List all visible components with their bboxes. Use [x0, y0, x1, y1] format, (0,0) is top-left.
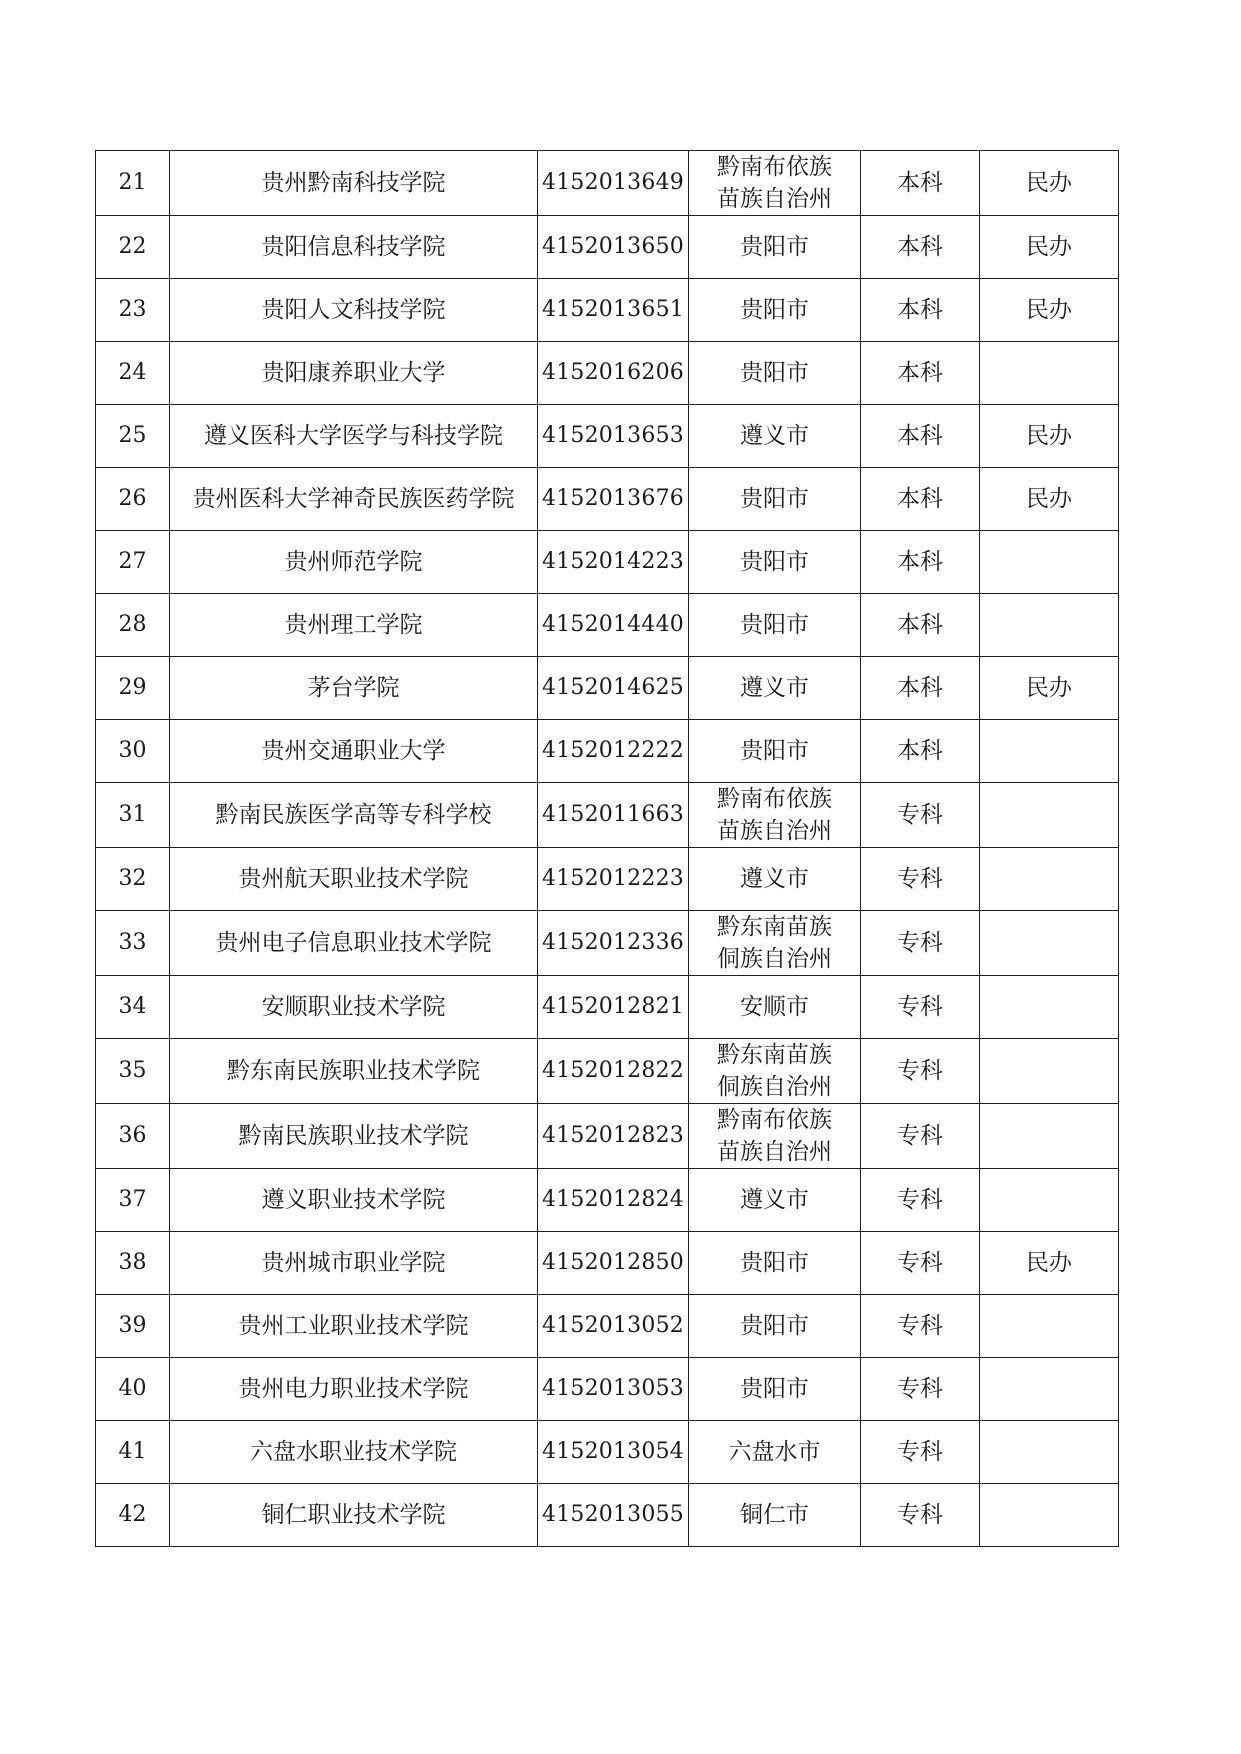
location-cell [689, 1484, 861, 1547]
institution-name: 贵州师范学院 [284, 549, 423, 575]
institution-name-cell [170, 405, 538, 468]
table-row [96, 151, 1119, 216]
institution-name: 贵阳康养职业大学 [261, 360, 446, 386]
remark-cell [980, 1169, 1119, 1232]
institution-name: 遵义医科大学医学与科技学院 [204, 423, 503, 449]
education-level-cell [861, 976, 980, 1039]
row-number-cell [96, 1484, 170, 1547]
institution-code: 4152012223 [542, 866, 684, 891]
education-level-cell [861, 1421, 980, 1484]
row-number: 26 [118, 486, 147, 511]
table-row [96, 531, 1119, 594]
institution-name-cell [170, 657, 538, 720]
row-number-cell [96, 848, 170, 911]
institution-name: 黔南民族医学高等专科学校 [215, 802, 492, 828]
location-cell [689, 1421, 861, 1484]
row-number-cell [96, 531, 170, 594]
remark: 民办 [1026, 1250, 1072, 1276]
row-number: 39 [118, 1313, 147, 1338]
education-level: 专科 [897, 1123, 943, 1149]
row-number-cell [96, 911, 170, 976]
institution-name-cell [170, 151, 538, 216]
table-row [96, 911, 1119, 976]
row-number-cell [96, 976, 170, 1039]
location: 贵阳市 [740, 234, 809, 260]
institution-code-cell [538, 342, 689, 405]
education-level-cell [861, 1039, 980, 1104]
institution-code: 4152013054 [542, 1439, 684, 1464]
institution-name-cell [170, 783, 538, 848]
table-row [96, 848, 1119, 911]
location-cell [689, 976, 861, 1039]
table-row [96, 468, 1119, 531]
location: 六盘水市 [728, 1439, 821, 1465]
row-number-cell [96, 468, 170, 531]
remark-cell [980, 216, 1119, 279]
remark-cell [980, 657, 1119, 720]
institution-code: 4152013651 [542, 297, 684, 322]
row-number-cell [96, 594, 170, 657]
table-row [96, 783, 1119, 848]
education-level-cell [861, 1484, 980, 1547]
education-level-cell [861, 783, 980, 848]
location-cell [689, 1295, 861, 1358]
remark-cell [980, 468, 1119, 531]
institution-code: 4152012821 [542, 994, 684, 1019]
remark-cell [980, 783, 1119, 848]
row-number-cell [96, 657, 170, 720]
remark-cell [980, 279, 1119, 342]
institution-name: 六盘水职业技术学院 [250, 1439, 457, 1465]
institution-name-cell [170, 720, 538, 783]
row-number: 36 [118, 1123, 147, 1148]
row-number-cell [96, 1295, 170, 1358]
education-level-cell [861, 1104, 980, 1169]
education-level: 本科 [897, 234, 943, 260]
institution-name-cell [170, 594, 538, 657]
institution-name-cell [170, 342, 538, 405]
row-number: 38 [118, 1250, 147, 1275]
institution-code-cell [538, 720, 689, 783]
row-number-cell [96, 1358, 170, 1421]
table-row [96, 1358, 1119, 1421]
institution-code: 4152013055 [542, 1502, 684, 1527]
location: 贵阳市 [740, 297, 809, 323]
institution-code: 4152014625 [542, 675, 684, 700]
education-level-cell [861, 1232, 980, 1295]
row-number-cell [96, 1104, 170, 1169]
education-level: 本科 [897, 549, 943, 575]
remark-cell [980, 848, 1119, 911]
institution-name-cell [170, 531, 538, 594]
institution-code: 4152016206 [542, 360, 684, 385]
remark-cell [980, 976, 1119, 1039]
location-cell [689, 911, 861, 976]
remark-cell [980, 151, 1119, 216]
row-number: 37 [118, 1187, 147, 1212]
location-cell [689, 531, 861, 594]
institution-name-cell [170, 1358, 538, 1421]
education-level: 专科 [897, 1187, 943, 1213]
location-cell [689, 151, 861, 216]
location-cell [689, 216, 861, 279]
row-number-cell [96, 720, 170, 783]
institution-name-cell [170, 1169, 538, 1232]
remark-cell [980, 405, 1119, 468]
institution-code-cell [538, 1169, 689, 1232]
institution-code-cell [538, 1039, 689, 1104]
education-level: 专科 [897, 802, 943, 828]
institution-code: 4152013649 [542, 170, 684, 195]
institution-name-cell [170, 1232, 538, 1295]
education-level: 本科 [897, 170, 943, 196]
location-cell [689, 783, 861, 848]
institution-name: 遵义职业技术学院 [261, 1187, 446, 1213]
institution-name-cell [170, 1295, 538, 1358]
institution-name-cell [170, 279, 538, 342]
row-number-cell [96, 1169, 170, 1232]
row-number: 40 [118, 1376, 147, 1401]
institution-code-cell [538, 657, 689, 720]
location: 遵义市 [740, 423, 809, 449]
table-row [96, 657, 1119, 720]
remark-cell [980, 1232, 1119, 1295]
institution-name-cell [170, 1421, 538, 1484]
institution-name: 贵州城市职业学院 [261, 1250, 446, 1276]
education-level: 专科 [897, 1058, 943, 1084]
remark-cell [980, 594, 1119, 657]
location: 贵阳市 [740, 738, 809, 764]
remark: 民办 [1026, 423, 1072, 449]
location-cell [689, 279, 861, 342]
institution-code: 4152012822 [542, 1058, 684, 1083]
education-level: 专科 [897, 1313, 943, 1339]
table-row [96, 1169, 1119, 1232]
location-cell [689, 657, 861, 720]
education-level-cell [861, 720, 980, 783]
location: 贵阳市 [740, 1376, 809, 1402]
location: 黔南布依族苗族自治州 [717, 786, 832, 844]
location: 贵阳市 [740, 360, 809, 386]
institution-code-cell [538, 1232, 689, 1295]
table-row [96, 1104, 1119, 1169]
institution-name-cell [170, 848, 538, 911]
education-level-cell [861, 1358, 980, 1421]
institution-name: 贵阳信息科技学院 [261, 234, 446, 260]
table-row [96, 720, 1119, 783]
education-level: 专科 [897, 1376, 943, 1402]
institution-code-cell [538, 531, 689, 594]
location-cell [689, 1358, 861, 1421]
table-row [96, 1421, 1119, 1484]
row-number: 35 [118, 1058, 147, 1083]
location: 遵义市 [740, 866, 809, 892]
institution-name: 贵州航天职业技术学院 [238, 866, 469, 892]
institution-name-cell [170, 911, 538, 976]
location: 铜仁市 [740, 1502, 809, 1528]
remark-cell [980, 531, 1119, 594]
institution-code: 4152012850 [542, 1250, 684, 1275]
table-row [96, 405, 1119, 468]
institution-name-cell [170, 216, 538, 279]
education-level: 本科 [897, 612, 943, 638]
table-row [96, 1039, 1119, 1104]
location: 贵阳市 [740, 549, 809, 575]
institution-code-cell [538, 1421, 689, 1484]
location: 黔南布依族苗族自治州 [717, 1107, 832, 1165]
row-number: 25 [118, 423, 147, 448]
table-row [96, 216, 1119, 279]
institution-code: 4152012336 [542, 930, 684, 955]
education-level-cell [861, 594, 980, 657]
institution-name: 贵州工业职业技术学院 [238, 1313, 469, 1339]
row-number-cell [96, 342, 170, 405]
institution-name-cell [170, 1039, 538, 1104]
remark-cell [980, 1358, 1119, 1421]
institution-code-cell [538, 911, 689, 976]
location-cell [689, 720, 861, 783]
education-level: 本科 [897, 360, 943, 386]
row-number: 34 [118, 994, 147, 1019]
row-number-cell [96, 279, 170, 342]
row-number-cell [96, 151, 170, 216]
row-number-cell [96, 1039, 170, 1104]
remark: 民办 [1026, 170, 1072, 196]
institution-name: 贵州理工学院 [284, 612, 423, 638]
institution-code-cell [538, 848, 689, 911]
education-level: 本科 [897, 423, 943, 449]
education-level-cell [861, 151, 980, 216]
remark: 民办 [1026, 297, 1072, 323]
row-number-cell [96, 1232, 170, 1295]
row-number: 21 [118, 170, 147, 195]
institution-code-cell [538, 1295, 689, 1358]
row-number: 41 [118, 1439, 147, 1464]
row-number-cell [96, 216, 170, 279]
remark-cell [980, 720, 1119, 783]
row-number: 42 [118, 1502, 147, 1527]
location-cell [689, 468, 861, 531]
row-number: 23 [118, 297, 147, 322]
institution-table [95, 150, 1119, 1547]
institution-code: 4152014440 [542, 612, 684, 637]
education-level: 本科 [897, 738, 943, 764]
education-level-cell [861, 342, 980, 405]
table-row [96, 1232, 1119, 1295]
education-level-cell [861, 848, 980, 911]
remark-cell [980, 1295, 1119, 1358]
institution-name-cell [170, 1104, 538, 1169]
table-body [96, 151, 1119, 1547]
location-cell [689, 594, 861, 657]
location: 安顺市 [740, 994, 809, 1020]
row-number: 22 [118, 234, 147, 259]
education-level-cell [861, 1295, 980, 1358]
location-cell [689, 1039, 861, 1104]
institution-code-cell [538, 594, 689, 657]
row-number: 28 [118, 612, 147, 637]
remark-cell [980, 911, 1119, 976]
education-level-cell [861, 911, 980, 976]
table-row [96, 1295, 1119, 1358]
remark: 民办 [1026, 234, 1072, 260]
remark-cell [980, 1484, 1119, 1547]
education-level-cell [861, 279, 980, 342]
location: 遵义市 [740, 675, 809, 701]
institution-code-cell [538, 216, 689, 279]
institution-code: 4152013653 [542, 423, 684, 448]
location: 贵阳市 [740, 1313, 809, 1339]
row-number: 29 [118, 675, 147, 700]
location-cell [689, 1169, 861, 1232]
table-row [96, 342, 1119, 405]
location: 黔东南苗族侗族自治州 [717, 1042, 832, 1100]
row-number: 24 [118, 360, 147, 385]
remark: 民办 [1026, 675, 1072, 701]
institution-code: 4152011663 [542, 802, 684, 827]
row-number: 27 [118, 549, 147, 574]
institution-name: 贵州电子信息职业技术学院 [215, 930, 492, 956]
institution-code-cell [538, 976, 689, 1039]
education-level-cell [861, 531, 980, 594]
education-level: 专科 [897, 866, 943, 892]
institution-code-cell [538, 1104, 689, 1169]
education-level: 专科 [897, 1439, 943, 1465]
remark: 民办 [1026, 486, 1072, 512]
education-level: 专科 [897, 994, 943, 1020]
table-row [96, 594, 1119, 657]
location-cell [689, 1232, 861, 1295]
row-number: 33 [118, 930, 147, 955]
location-cell [689, 405, 861, 468]
location-cell [689, 1104, 861, 1169]
institution-code: 4152012222 [542, 738, 684, 763]
table-row [96, 1484, 1119, 1547]
institution-name-cell [170, 1484, 538, 1547]
institution-code-cell [538, 1358, 689, 1421]
location: 贵阳市 [740, 1250, 809, 1276]
location-cell [689, 342, 861, 405]
location: 遵义市 [740, 1187, 809, 1213]
location-cell [689, 848, 861, 911]
education-level-cell [861, 405, 980, 468]
education-level: 本科 [897, 675, 943, 701]
institution-name: 黔东南民族职业技术学院 [227, 1058, 480, 1084]
education-level: 本科 [897, 297, 943, 323]
location: 贵阳市 [740, 612, 809, 638]
location: 黔东南苗族侗族自治州 [717, 914, 832, 972]
institution-code-cell [538, 468, 689, 531]
institution-code: 4152012823 [542, 1123, 684, 1148]
institution-code: 4152013650 [542, 234, 684, 259]
institution-code-cell [538, 151, 689, 216]
institution-code: 4152013053 [542, 1376, 684, 1401]
institution-name: 贵州电力职业技术学院 [238, 1376, 469, 1402]
row-number-cell [96, 1421, 170, 1484]
institution-name-cell [170, 468, 538, 531]
institution-code-cell [538, 783, 689, 848]
education-level-cell [861, 1169, 980, 1232]
location: 贵阳市 [740, 486, 809, 512]
institution-name: 贵州医科大学神奇民族医药学院 [192, 486, 515, 512]
institution-name: 黔南民族职业技术学院 [238, 1123, 469, 1149]
institution-code-cell [538, 1484, 689, 1547]
institution-name: 茅台学院 [307, 675, 400, 701]
remark-cell [980, 1104, 1119, 1169]
location: 黔南布依族苗族自治州 [717, 154, 832, 212]
institution-name: 安顺职业技术学院 [261, 994, 446, 1020]
row-number: 31 [118, 802, 147, 827]
institution-code: 4152013676 [542, 486, 684, 511]
education-level: 专科 [897, 1502, 943, 1528]
row-number-cell [96, 405, 170, 468]
institution-code-cell [538, 279, 689, 342]
table-row [96, 279, 1119, 342]
education-level-cell [861, 657, 980, 720]
institution-code: 4152012824 [542, 1187, 684, 1212]
table-row [96, 976, 1119, 1039]
institution-code-cell [538, 405, 689, 468]
education-level: 专科 [897, 1250, 943, 1276]
education-level: 专科 [897, 930, 943, 956]
institution-name: 贵州黔南科技学院 [261, 170, 446, 196]
institution-name: 贵州交通职业大学 [261, 738, 446, 764]
institution-name: 贵阳人文科技学院 [261, 297, 446, 323]
row-number: 32 [118, 866, 147, 891]
education-level-cell [861, 216, 980, 279]
education-level-cell [861, 468, 980, 531]
remark-cell [980, 1039, 1119, 1104]
institution-name: 铜仁职业技术学院 [261, 1502, 446, 1528]
remark-cell [980, 342, 1119, 405]
row-number: 30 [118, 738, 147, 763]
institution-code: 4152013052 [542, 1313, 684, 1338]
remark-cell [980, 1421, 1119, 1484]
row-number-cell [96, 783, 170, 848]
institution-name-cell [170, 976, 538, 1039]
education-level: 本科 [897, 486, 943, 512]
institution-code: 4152014223 [542, 549, 684, 574]
document-page [95, 150, 1118, 1547]
